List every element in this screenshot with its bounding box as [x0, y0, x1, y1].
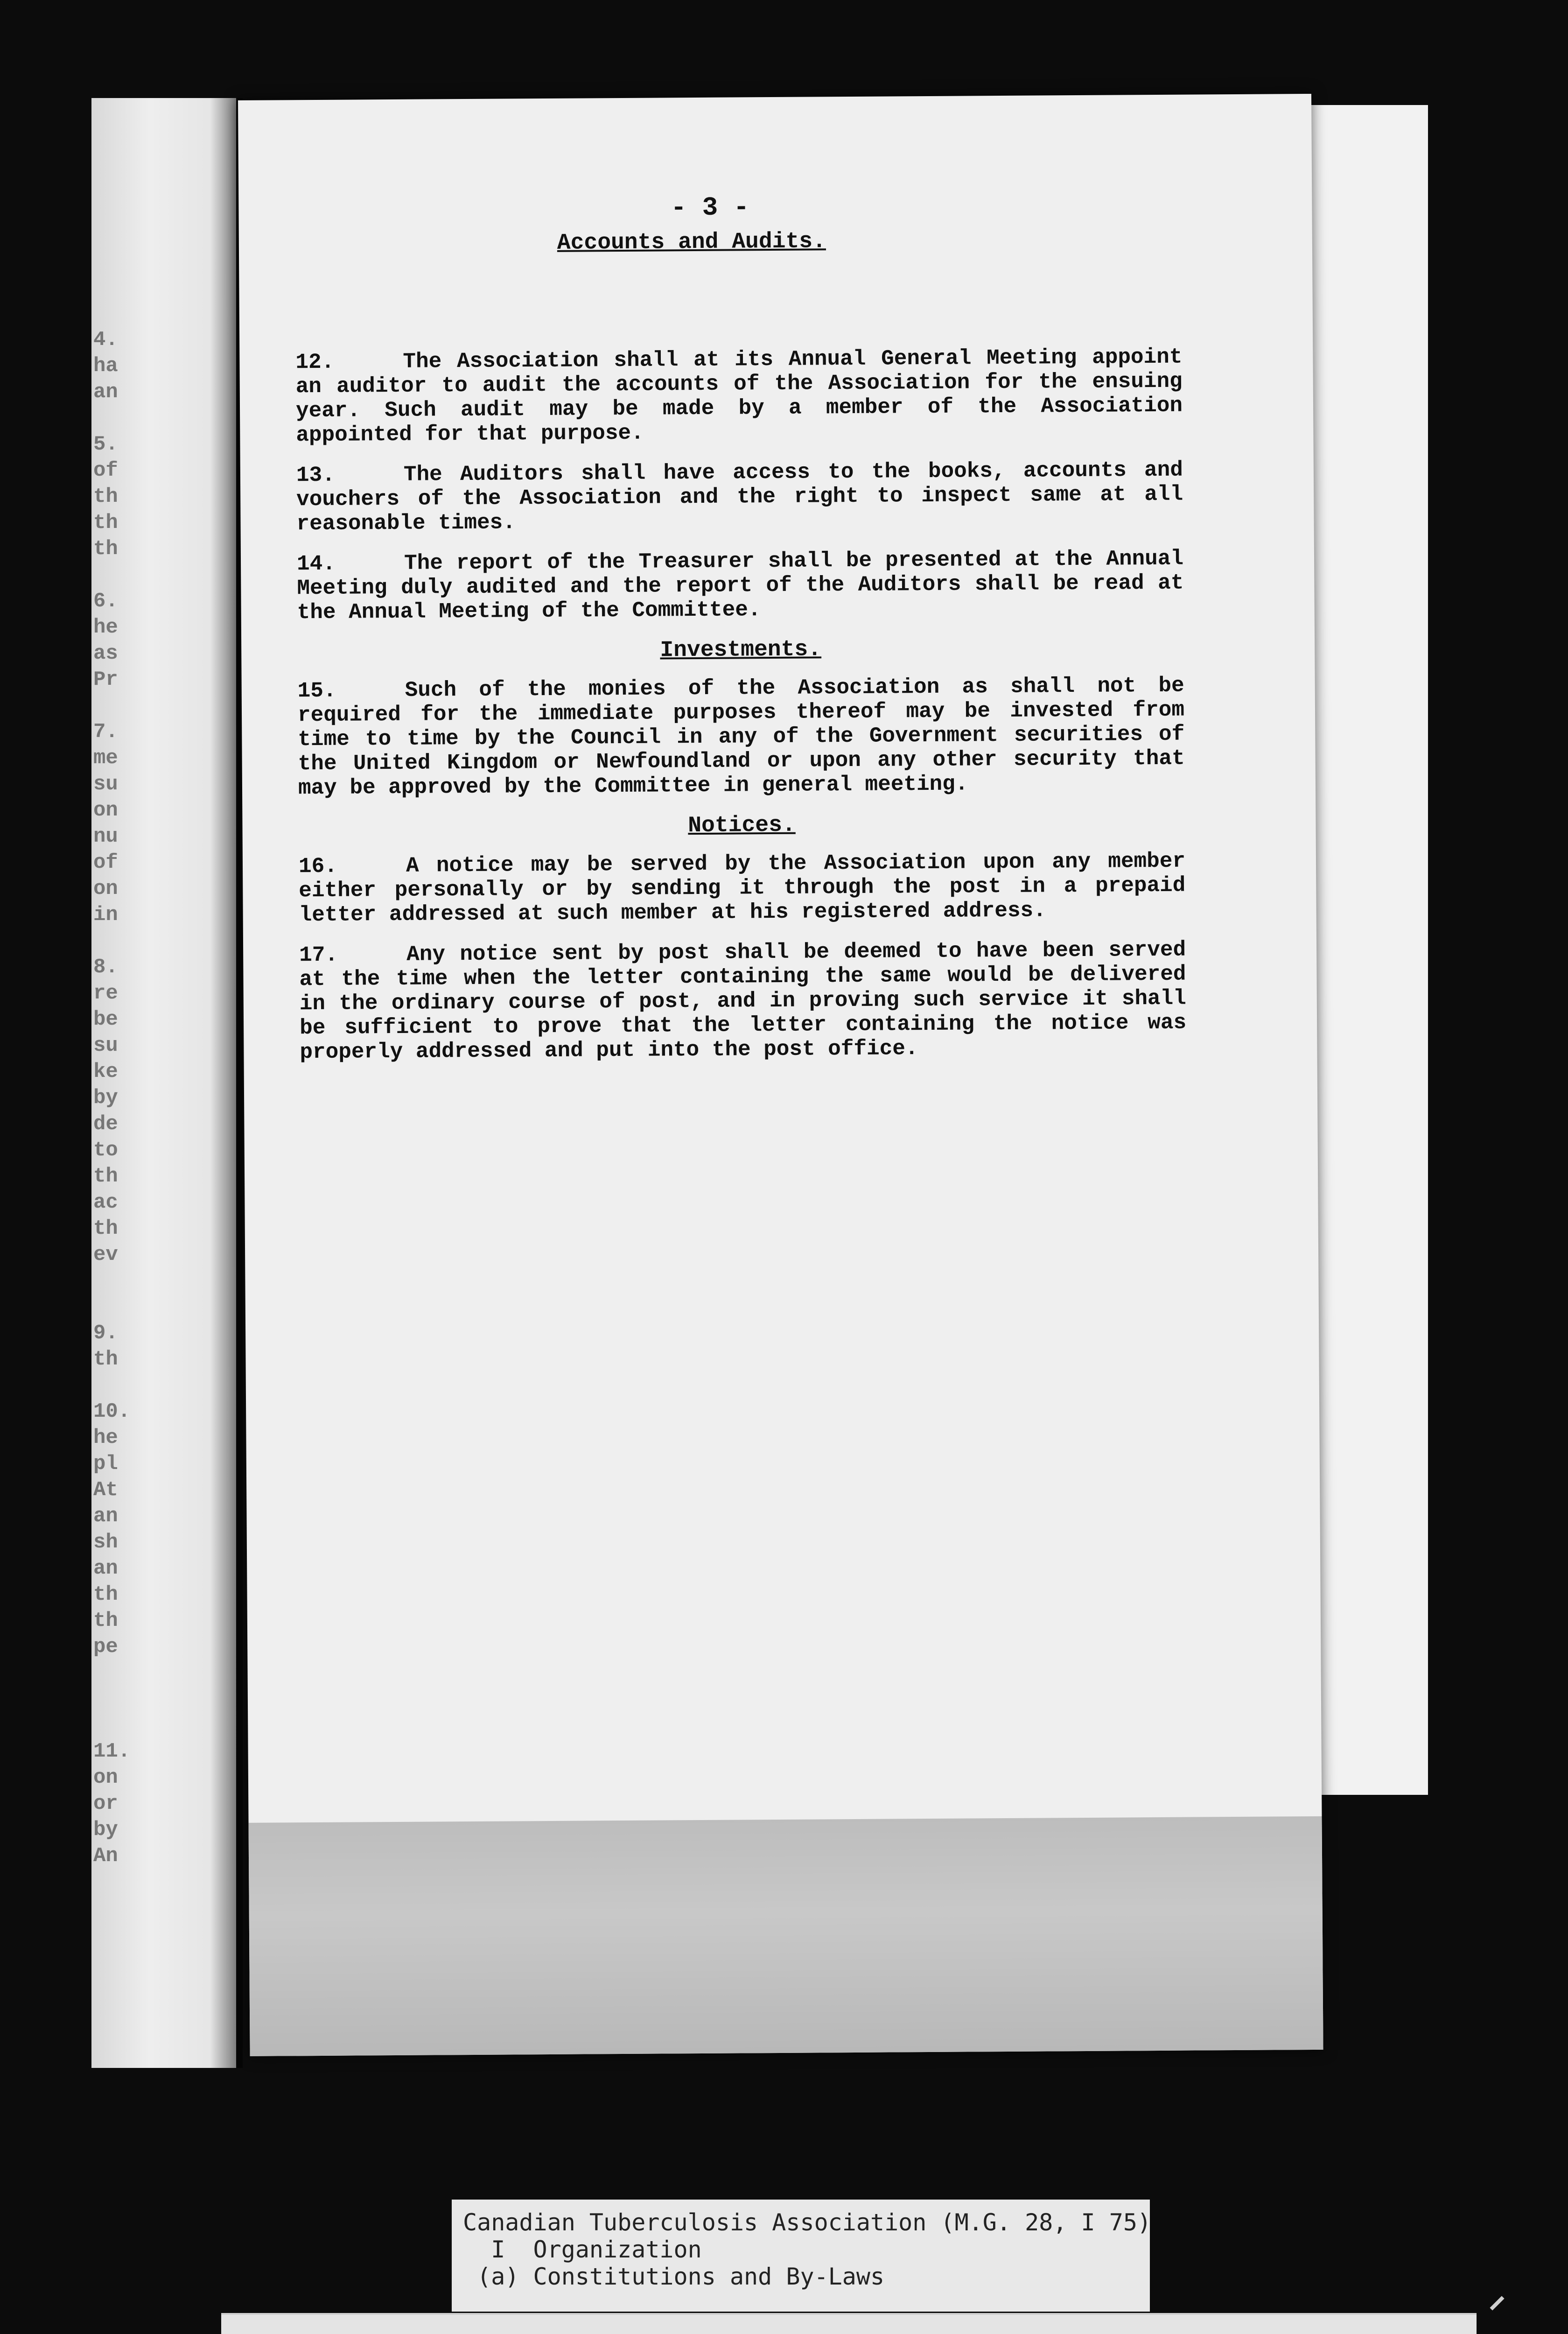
- clause-paragraph: [295, 345, 1183, 448]
- section-heading: Investments.: [660, 637, 822, 663]
- public-archives-stamp: [221, 2313, 1477, 2334]
- film-speck: [1490, 2296, 1504, 2310]
- clause-text: Any notice sent by post shall be deemed to have been served at the time when the letter containing the same would be delivered in the ordinary course of post, and in proving such service it shall be sufficient to prove that the letter containing the notice was properly addressed and put into the post office.: [299, 937, 1187, 1065]
- clause-number: 12.: [295, 350, 335, 375]
- clause-paragraph: [299, 938, 1187, 1065]
- clause-number: 13.: [296, 463, 335, 488]
- archive-caption-label: [452, 2200, 1150, 2312]
- clause-text: Such of the monies of the Association as shall not be required for the immediate purposes thereof may be invested from time to time by the Council in any of the Government securities of the United Kingdom or Newfoundland or upon any other security that may be approved by the Committee in general meeting.: [297, 673, 1185, 801]
- clause-paragraph: [298, 674, 1185, 801]
- clause-paragraph: [297, 547, 1184, 625]
- clause-number: 17.: [299, 942, 338, 968]
- page-content: [294, 193, 1187, 1081]
- clause-number: 16.: [298, 854, 338, 879]
- left-strip-shadow: [210, 98, 243, 2068]
- clause-number: 15.: [297, 678, 336, 703]
- section-investments: [297, 635, 1185, 801]
- clause-text: The Association shall at its Annual General Meeting appoint an auditor to audit the accounts of the Association for the ensuing year. Such audit may be made by a member of the Association appointed for that purpose.: [295, 344, 1183, 448]
- typed-page: [238, 94, 1323, 2056]
- clause-text: The report of the Treasurer shall be presented at the Annual Meeting duly audited and the report of the Auditors shall be read at the Annual Meeting of the Committee.: [297, 546, 1184, 625]
- clause-text: The Auditors shall have access to the books, accounts and vouchers of the Association and the right to inspect same at all reasonable times.: [296, 457, 1183, 536]
- underlying-page-left-text: 4. ha an 5. of th th th 6. he as Pr 7. me su on nu of on in 8. re be su ke by de to th ac th ev 9. th 10. he pl At an sh an th th pe 11. on or by An: [93, 328, 131, 1868]
- clause-text: A notice may be served by the Association upon any member either personally or by sending it through the post in a prepaid letter addressed at such member at his registered address.: [299, 849, 1186, 928]
- caption-line-fonds: Canadian Tuberculosis Association (M.G. 28, I 75): [463, 2209, 1152, 2236]
- page-bottom-shadow: [249, 1816, 1323, 2056]
- clause-paragraph: [296, 458, 1183, 536]
- section-accounts-and-audits: [295, 227, 1184, 625]
- clause-number: 14.: [296, 551, 336, 576]
- section-heading: Accounts and Audits.: [557, 229, 826, 256]
- caption-line-series: I Organization: [463, 2236, 702, 2263]
- section-heading: Notices.: [688, 812, 796, 839]
- section-notices: [298, 811, 1186, 1065]
- clause-paragraph: [299, 849, 1186, 928]
- page-number: - 3 -: [671, 192, 749, 223]
- caption-line-file: (a) Constitutions and By-Laws: [463, 2263, 885, 2290]
